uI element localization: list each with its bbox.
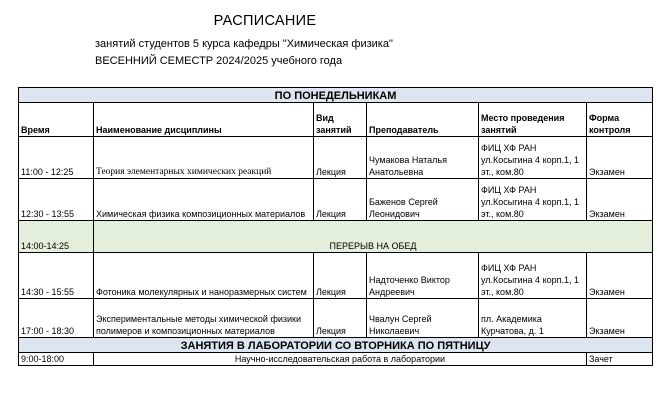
cell-teacher: Чвалун Сергей Николаевич xyxy=(367,299,479,338)
break-label: ПЕРЕРЫВ НА ОБЕД xyxy=(94,221,653,253)
table-row xyxy=(19,137,653,179)
cell-time: 14:30 - 15:55 xyxy=(19,253,94,299)
lab-form: Зачет xyxy=(587,353,653,366)
cell-time: 11:00 - 12:25 xyxy=(19,137,94,179)
cell-teacher: Баженов Сергей Леонидович xyxy=(367,179,479,221)
column-header-row xyxy=(19,103,653,137)
semester-line: ВЕСЕННИЙ СЕМЕСТР 2024/2025 учебного года xyxy=(95,55,343,67)
cell-type: Лекция xyxy=(314,179,367,221)
cell-type: Лекция xyxy=(314,299,367,338)
cell-discipline: Фотоника молекулярных и наноразмерных систем xyxy=(94,253,314,299)
column-header-teacher: Преподаватель xyxy=(367,103,479,137)
cell-discipline: Химическая физика композиционных материалов xyxy=(94,179,314,221)
table-row xyxy=(19,179,653,221)
section-title: ПО ПОНЕДЕЛЬНИКАМ xyxy=(19,88,653,103)
cell-place: пл. Академика Курчатова, д. 1 xyxy=(479,299,587,338)
cell-time: 12:30 - 13:55 xyxy=(19,179,94,221)
cell-discipline: Теория элементарных химических реакций xyxy=(94,137,314,179)
cell-form: Экзамен xyxy=(587,137,653,179)
column-header-form: Форма контроля xyxy=(587,103,653,137)
table-row xyxy=(19,253,653,299)
cell-time: 17:00 - 18:30 xyxy=(19,299,94,338)
section-title: ЗАНЯТИЯ В ЛАБОРАТОРИИ СО ВТОРНИКА ПО ПЯТНИЦУ xyxy=(19,338,653,353)
lab-time: 9:00-18:00 xyxy=(19,353,94,366)
cell-type: Лекция xyxy=(314,137,367,179)
column-header-discipline: Наименование дисциплины xyxy=(94,103,314,137)
schedule-title: РАСПИСАНИЕ xyxy=(213,13,317,29)
schedule-subtitle: занятий студентов 5 курса кафедры "Химическая физика" xyxy=(95,38,393,50)
cell-teacher: Надточенко Виктор Андреевич xyxy=(367,253,479,299)
lab-label: Научно-исследовательская работа в лаборатории xyxy=(94,353,587,366)
lunch-break-row xyxy=(19,221,653,253)
lab-row xyxy=(19,353,653,366)
column-header-time: Время xyxy=(19,103,94,137)
schedule-table xyxy=(18,87,653,366)
cell-place: ФИЦ ХФ РАН ул.Косыгина 4 корп.1, 1 эт., ком.80 xyxy=(479,179,587,221)
cell-form: Экзамен xyxy=(587,253,653,299)
cell-teacher: Чумакова Наталья Анатольевна xyxy=(367,137,479,179)
cell-type: Лекция xyxy=(314,253,367,299)
cell-place: ФИЦ ХФ РАН ул.Косыгина 4 корп.1, 1 эт., ком.80 xyxy=(479,137,587,179)
cell-place: ФИЦ ХФ РАН ул.Косыгина 4 корп.1, 1 эт., ком.80 xyxy=(479,253,587,299)
table-row xyxy=(19,299,653,338)
cell-discipline: Экспериментальные методы химической физики полимеров и композиционных материалов xyxy=(94,299,314,338)
section-header-monday xyxy=(19,88,653,103)
section-header-lab xyxy=(19,338,653,353)
cell-form: Экзамен xyxy=(587,299,653,338)
column-header-type: Вид занятий xyxy=(314,103,367,137)
cell-form: Экзамен xyxy=(587,179,653,221)
column-header-place: Место проведения занятий xyxy=(479,103,587,137)
break-time: 14:00-14:25 xyxy=(19,221,94,253)
